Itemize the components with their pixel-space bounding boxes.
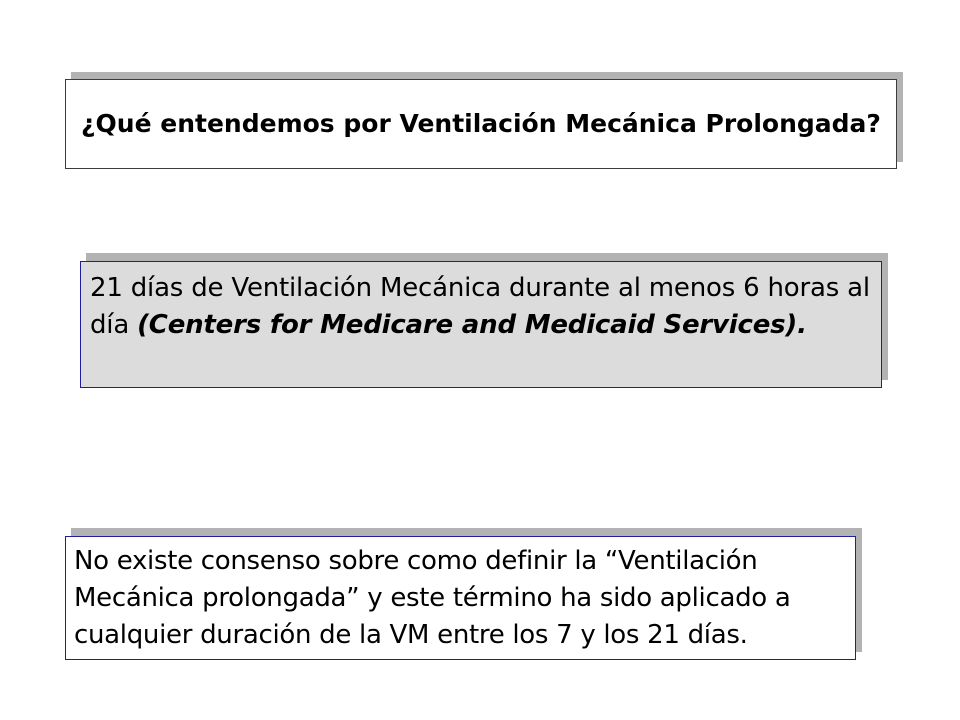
note-text: No existe consenso sobre como definir la “Ventilación Mecánica prolongada” y este término ha sido aplicado a cualquier duración de la VM entre los 7 y los 21 días. — [74, 546, 791, 650]
title-box — [65, 79, 897, 169]
definition-text — [90, 270, 873, 344]
slide-title: ¿Qué entendemos por Ventilación Mecánica Prolongada? — [81, 109, 881, 138]
definition-source-citation: (Centers for Medicare and Medicaid Services). — [137, 310, 807, 340]
note-box — [65, 536, 856, 660]
definition-box — [80, 261, 882, 388]
definition-plain-text: 21 días de Ventilación Mecánica durante al menos 6 horas al día — [90, 273, 870, 340]
